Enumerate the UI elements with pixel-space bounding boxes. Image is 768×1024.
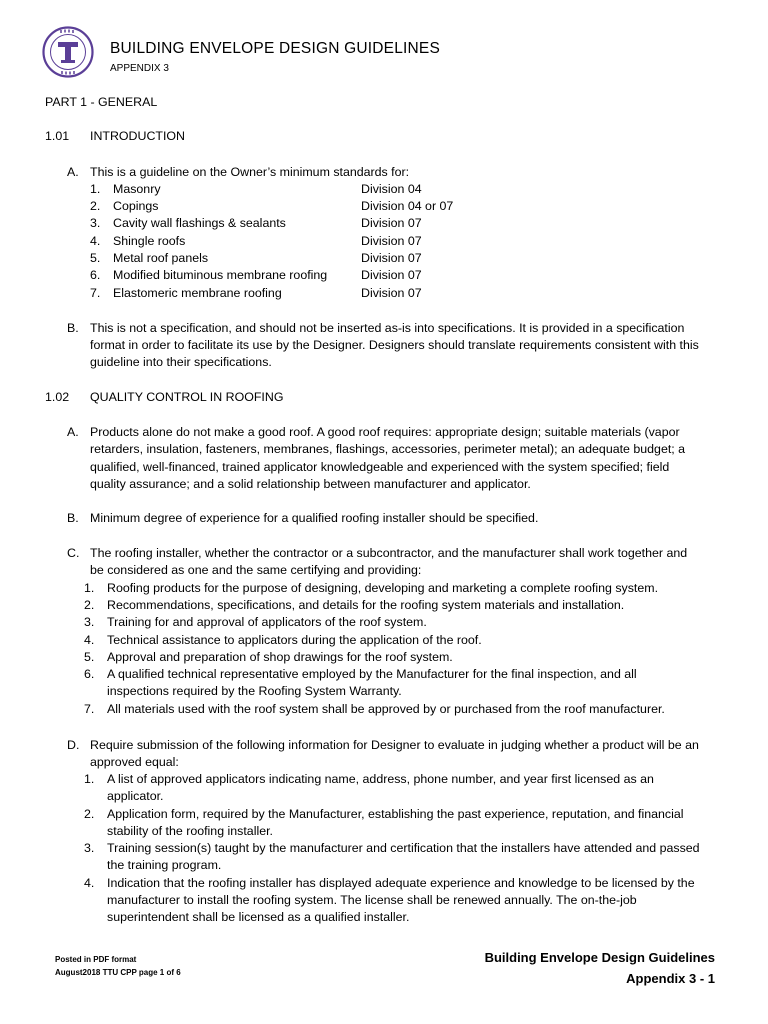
clause-text-line: guideline into their specifications. — [90, 355, 272, 369]
clause-letter: A. — [67, 165, 79, 179]
footer-page-number: Appendix 3 - 1 — [626, 971, 715, 986]
list-item — [84, 806, 684, 823]
item-division: Division 07 — [361, 216, 422, 230]
item-text: Training session(s) taught by the manufacturer and certification that the installers have attended and passed — [107, 841, 700, 855]
clause-text-line: retarders, insulation, fasteners, membranes, flashings, accessories, perimeter metal); an adequate budget; a — [90, 442, 686, 456]
clause-text-line: approved equal: — [90, 755, 179, 769]
list-item — [84, 840, 700, 857]
section-title: INTRODUCTION — [90, 129, 185, 143]
list-item — [90, 215, 422, 232]
item-number: 3. — [84, 841, 95, 855]
list-item — [84, 701, 665, 718]
section-number: 1.01 — [45, 129, 70, 143]
clause-text-line: qualified, well-financed, trained applicator knowledgeable and experienced with the system specified; field — [90, 460, 670, 474]
item-number: 2. — [84, 807, 95, 821]
footer-doc-title: Building Envelope Design Guidelines — [484, 950, 715, 965]
item-number: 4. — [84, 633, 95, 647]
item-name: Shingle roofs — [113, 234, 186, 248]
item-text: All materials used with the roof system shall be approved by or purchased from the roof manufacturer. — [107, 702, 665, 716]
clause-letter: D. — [67, 738, 80, 752]
item-text: A list of approved applicators indicating name, address, phone number, and year first licensed as an — [107, 772, 654, 786]
clause-text: This is a guideline on the Owner’s minimum standards for: — [90, 165, 410, 179]
list-item — [84, 649, 453, 666]
item-number: 1. — [84, 581, 95, 595]
document-title: BUILDING ENVELOPE DESIGN GUIDELINES — [110, 40, 441, 57]
clause-text-line: be considered as one and the same certifying and providing: — [90, 563, 422, 577]
item-text-continued: superintendent shall be licensed as a qualified installer. — [107, 910, 410, 924]
clause-letter: B. — [67, 321, 79, 335]
list-item — [84, 666, 637, 683]
item-text: Application form, required by the Manufacturer, establishing the past experience, reputation, and financial — [107, 807, 684, 821]
list-item — [84, 597, 625, 614]
item-number: 1. — [90, 182, 101, 196]
list-item — [90, 250, 422, 267]
item-division: Division 07 — [361, 251, 422, 265]
item-text-continued: stability of the roofing installer. — [107, 824, 273, 838]
item-text-continued: applicator. — [107, 789, 164, 803]
item-text: Roofing products for the purpose of designing, developing and marketing a complete roofing system. — [107, 581, 659, 595]
clause-letter: A. — [67, 425, 79, 439]
item-text: A qualified technical representative employed by the Manufacturer for the final inspection, and all — [107, 667, 637, 681]
list-item — [84, 875, 695, 892]
item-number: 1. — [84, 772, 95, 786]
clause-letter: C. — [67, 546, 80, 560]
item-text-continued: the training program. — [107, 858, 222, 872]
item-number: 3. — [84, 615, 95, 629]
clause-letter: B. — [67, 511, 79, 525]
item-division: Division 07 — [361, 286, 422, 300]
item-text: Indication that the roofing installer has displayed adequate experience and knowledge to be licensed by the — [107, 876, 695, 890]
item-number: 4. — [84, 876, 95, 890]
clause-text-line: This is not a specification, and should not be inserted as-is into specifications. It is provided in a specification — [90, 321, 685, 335]
item-name: Copings — [113, 199, 159, 213]
item-number: 2. — [84, 598, 95, 612]
list-item — [90, 267, 422, 284]
clause-text-line: format in order to facilitate its use by the Designer. Designers should translate requirements consistent with this — [90, 338, 699, 352]
list-item — [84, 632, 482, 649]
list-item — [90, 285, 422, 302]
clause-text-line: Minimum degree of experience for a qualified roofing installer should be specified. — [90, 511, 539, 525]
clause-text-line: The roofing installer, whether the contractor or a subcontractor, and the manufacturer shall work together and — [90, 546, 688, 560]
item-name: Elastomeric membrane roofing — [113, 286, 282, 300]
item-text: Recommendations, specifications, and details for the roofing system materials and installation. — [107, 598, 625, 612]
item-number: 3. — [90, 216, 101, 230]
item-division: Division 04 — [361, 182, 422, 196]
item-number: 7. — [90, 286, 101, 300]
item-division: Division 07 — [361, 234, 422, 248]
list-item — [90, 198, 454, 215]
item-name: Cavity wall flashings & sealants — [113, 216, 286, 230]
clause-text-line: Require submission of the following information for Designer to evaluate in judging whether a product will be an — [90, 738, 699, 752]
item-text: Technical assistance to applicators during the application of the roof. — [107, 633, 482, 647]
footer-page-info: August2018 TTU CPP page 1 of 6 — [55, 968, 181, 977]
list-item — [90, 233, 422, 250]
item-number: 5. — [84, 650, 95, 664]
document-subtitle: APPENDIX 3 — [110, 63, 169, 74]
part-heading: PART 1 - GENERAL — [45, 95, 158, 109]
item-number: 6. — [84, 667, 95, 681]
footer-format-note: Posted in PDF format — [55, 955, 137, 964]
item-text: Training for and approval of applicators of the roof system. — [107, 615, 427, 629]
item-division: Division 04 or 07 — [361, 199, 454, 213]
list-item — [90, 181, 422, 198]
item-division: Division 07 — [361, 268, 422, 282]
item-text-continued: inspections required by the Roofing System Warranty. — [107, 684, 402, 698]
item-name: Metal roof panels — [113, 251, 209, 265]
clause-text-line: quality assurance; and a solid relationship between manufacturer and applicator. — [90, 477, 531, 491]
item-number: 7. — [84, 702, 95, 716]
item-text: Approval and preparation of shop drawings for the roof system. — [107, 650, 453, 664]
section-number: 1.02 — [45, 390, 70, 404]
university-seal-logo — [42, 26, 94, 78]
item-number: 2. — [90, 199, 101, 213]
item-name: Masonry — [113, 182, 161, 196]
list-item — [84, 614, 427, 631]
clause-text-line: Products alone do not make a good roof. A good roof requires: appropriate design; suitable materials (vapor — [90, 425, 680, 439]
list-item — [84, 771, 654, 788]
section-title: QUALITY CONTROL IN ROOFING — [90, 390, 284, 404]
item-text-continued: manufacturer to install the roofing system. The license shall be renewed annually. The on-the-job — [107, 893, 637, 907]
item-number: 4. — [90, 234, 101, 248]
item-number: 5. — [90, 251, 101, 265]
item-name: Modified bituminous membrane roofing — [113, 268, 328, 282]
list-item — [84, 580, 659, 597]
item-number: 6. — [90, 268, 101, 282]
